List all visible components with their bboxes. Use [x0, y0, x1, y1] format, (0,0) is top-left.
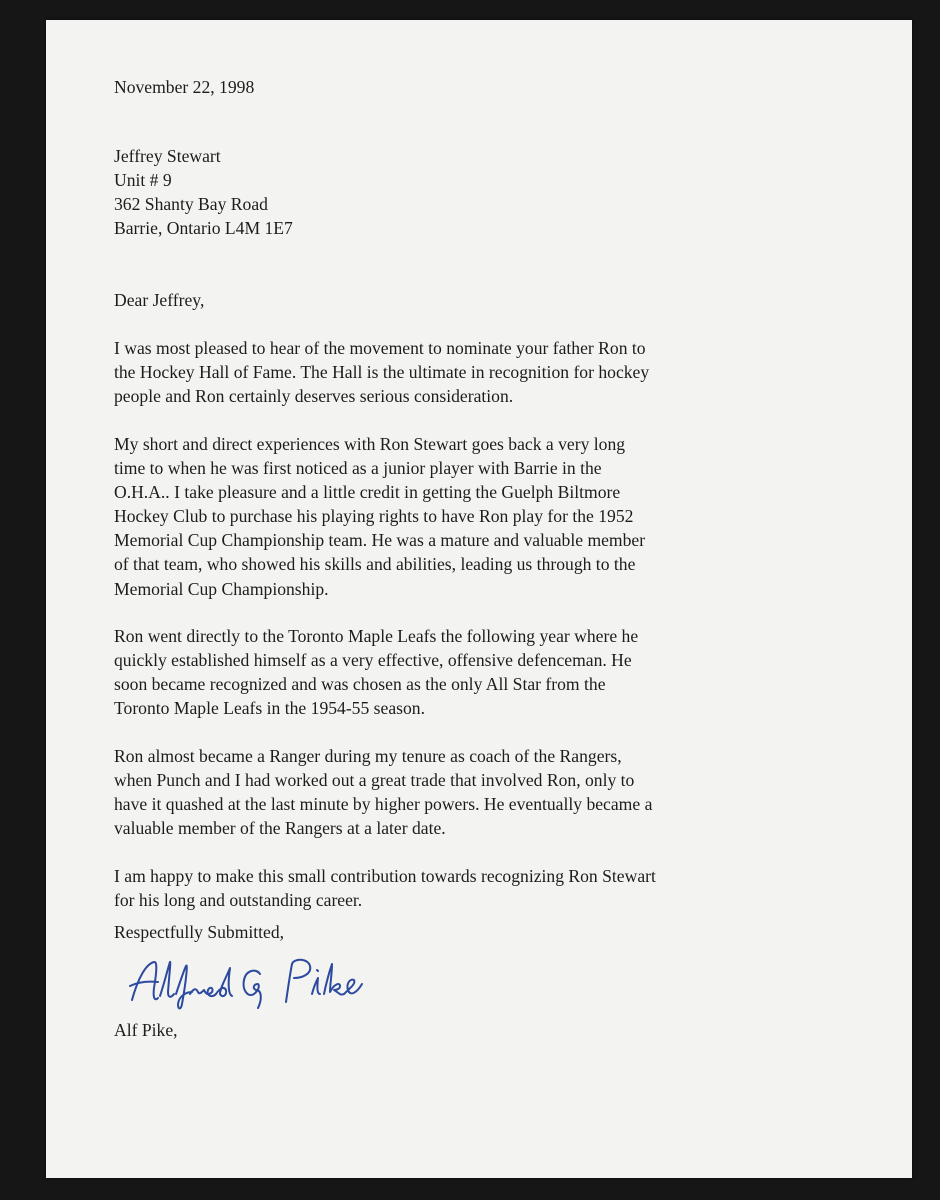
paragraph-1: [114, 336, 814, 408]
paragraph-2: [114, 432, 814, 601]
paragraph-line: I am happy to make this small contribution towards recognizing Ron Stewart: [114, 866, 656, 886]
paragraph-line: valuable member of the Rangers at a later date.: [114, 818, 446, 839]
recipient-address: [114, 144, 814, 240]
paragraph-5: [114, 864, 814, 912]
paragraph-line: Hockey Club to purchase his playing rights to have Ron play for the 1952: [114, 506, 634, 527]
salutation: Dear Jeffrey,: [114, 290, 205, 310]
handwritten-signature: [124, 948, 384, 1018]
paragraph-line: Memorial Cup Championship.: [114, 578, 329, 599]
paragraph-line: have it quashed at the last minute by higher powers. He eventually became a: [114, 794, 653, 815]
signer-name: Alf Pike,: [114, 1020, 178, 1040]
recipient-unit: Unit # 9: [114, 170, 172, 191]
paragraph-line: of that team, who showed his skills and abilities, leading us through to the: [114, 554, 636, 575]
paragraph-line: Ron went directly to the Toronto Maple Leafs the following year where he: [114, 626, 639, 646]
paragraph-line: for his long and outstanding career.: [114, 890, 363, 911]
paragraph-4: [114, 744, 814, 840]
recipient-street: 362 Shanty Bay Road: [114, 194, 268, 215]
recipient-name: Jeffrey Stewart: [114, 146, 221, 166]
paragraph-line: when Punch and I had worked out a great trade that involved Ron, only to: [114, 770, 635, 791]
paragraph-line: I was most pleased to hear of the movement to nominate your father Ron to: [114, 338, 646, 358]
paragraph-line: Memorial Cup Championship team. He was a mature and valuable member: [114, 530, 646, 551]
paragraph-line: Toronto Maple Leafs in the 1954-55 season.: [114, 698, 425, 719]
letter-date: November 22, 1998: [114, 77, 255, 97]
paragraph-line: soon became recognized and was chosen as the only All Star from the: [114, 674, 606, 695]
closing: Respectfully Submitted,: [114, 922, 285, 942]
paragraph-line: time to when he was first noticed as a junior player with Barrie in the: [114, 458, 602, 479]
paragraph-line: O.H.A.. I take pleasure and a little credit in getting the Guelph Biltmore: [114, 482, 621, 503]
paragraph-line: My short and direct experiences with Ron Stewart goes back a very long: [114, 434, 626, 454]
paragraph-line: quickly established himself as a very effective, offensive defenceman. He: [114, 650, 632, 671]
paragraph-line: Ron almost became a Ranger during my tenure as coach of the Rangers,: [114, 746, 622, 766]
paragraph-line: people and Ron certainly deserves serious consideration.: [114, 386, 514, 407]
paragraph-3: [114, 624, 814, 720]
paragraph-line: the Hockey Hall of Fame. The Hall is the ultimate in recognition for hockey: [114, 362, 650, 383]
recipient-city: Barrie, Ontario L4M 1E7: [114, 218, 293, 239]
